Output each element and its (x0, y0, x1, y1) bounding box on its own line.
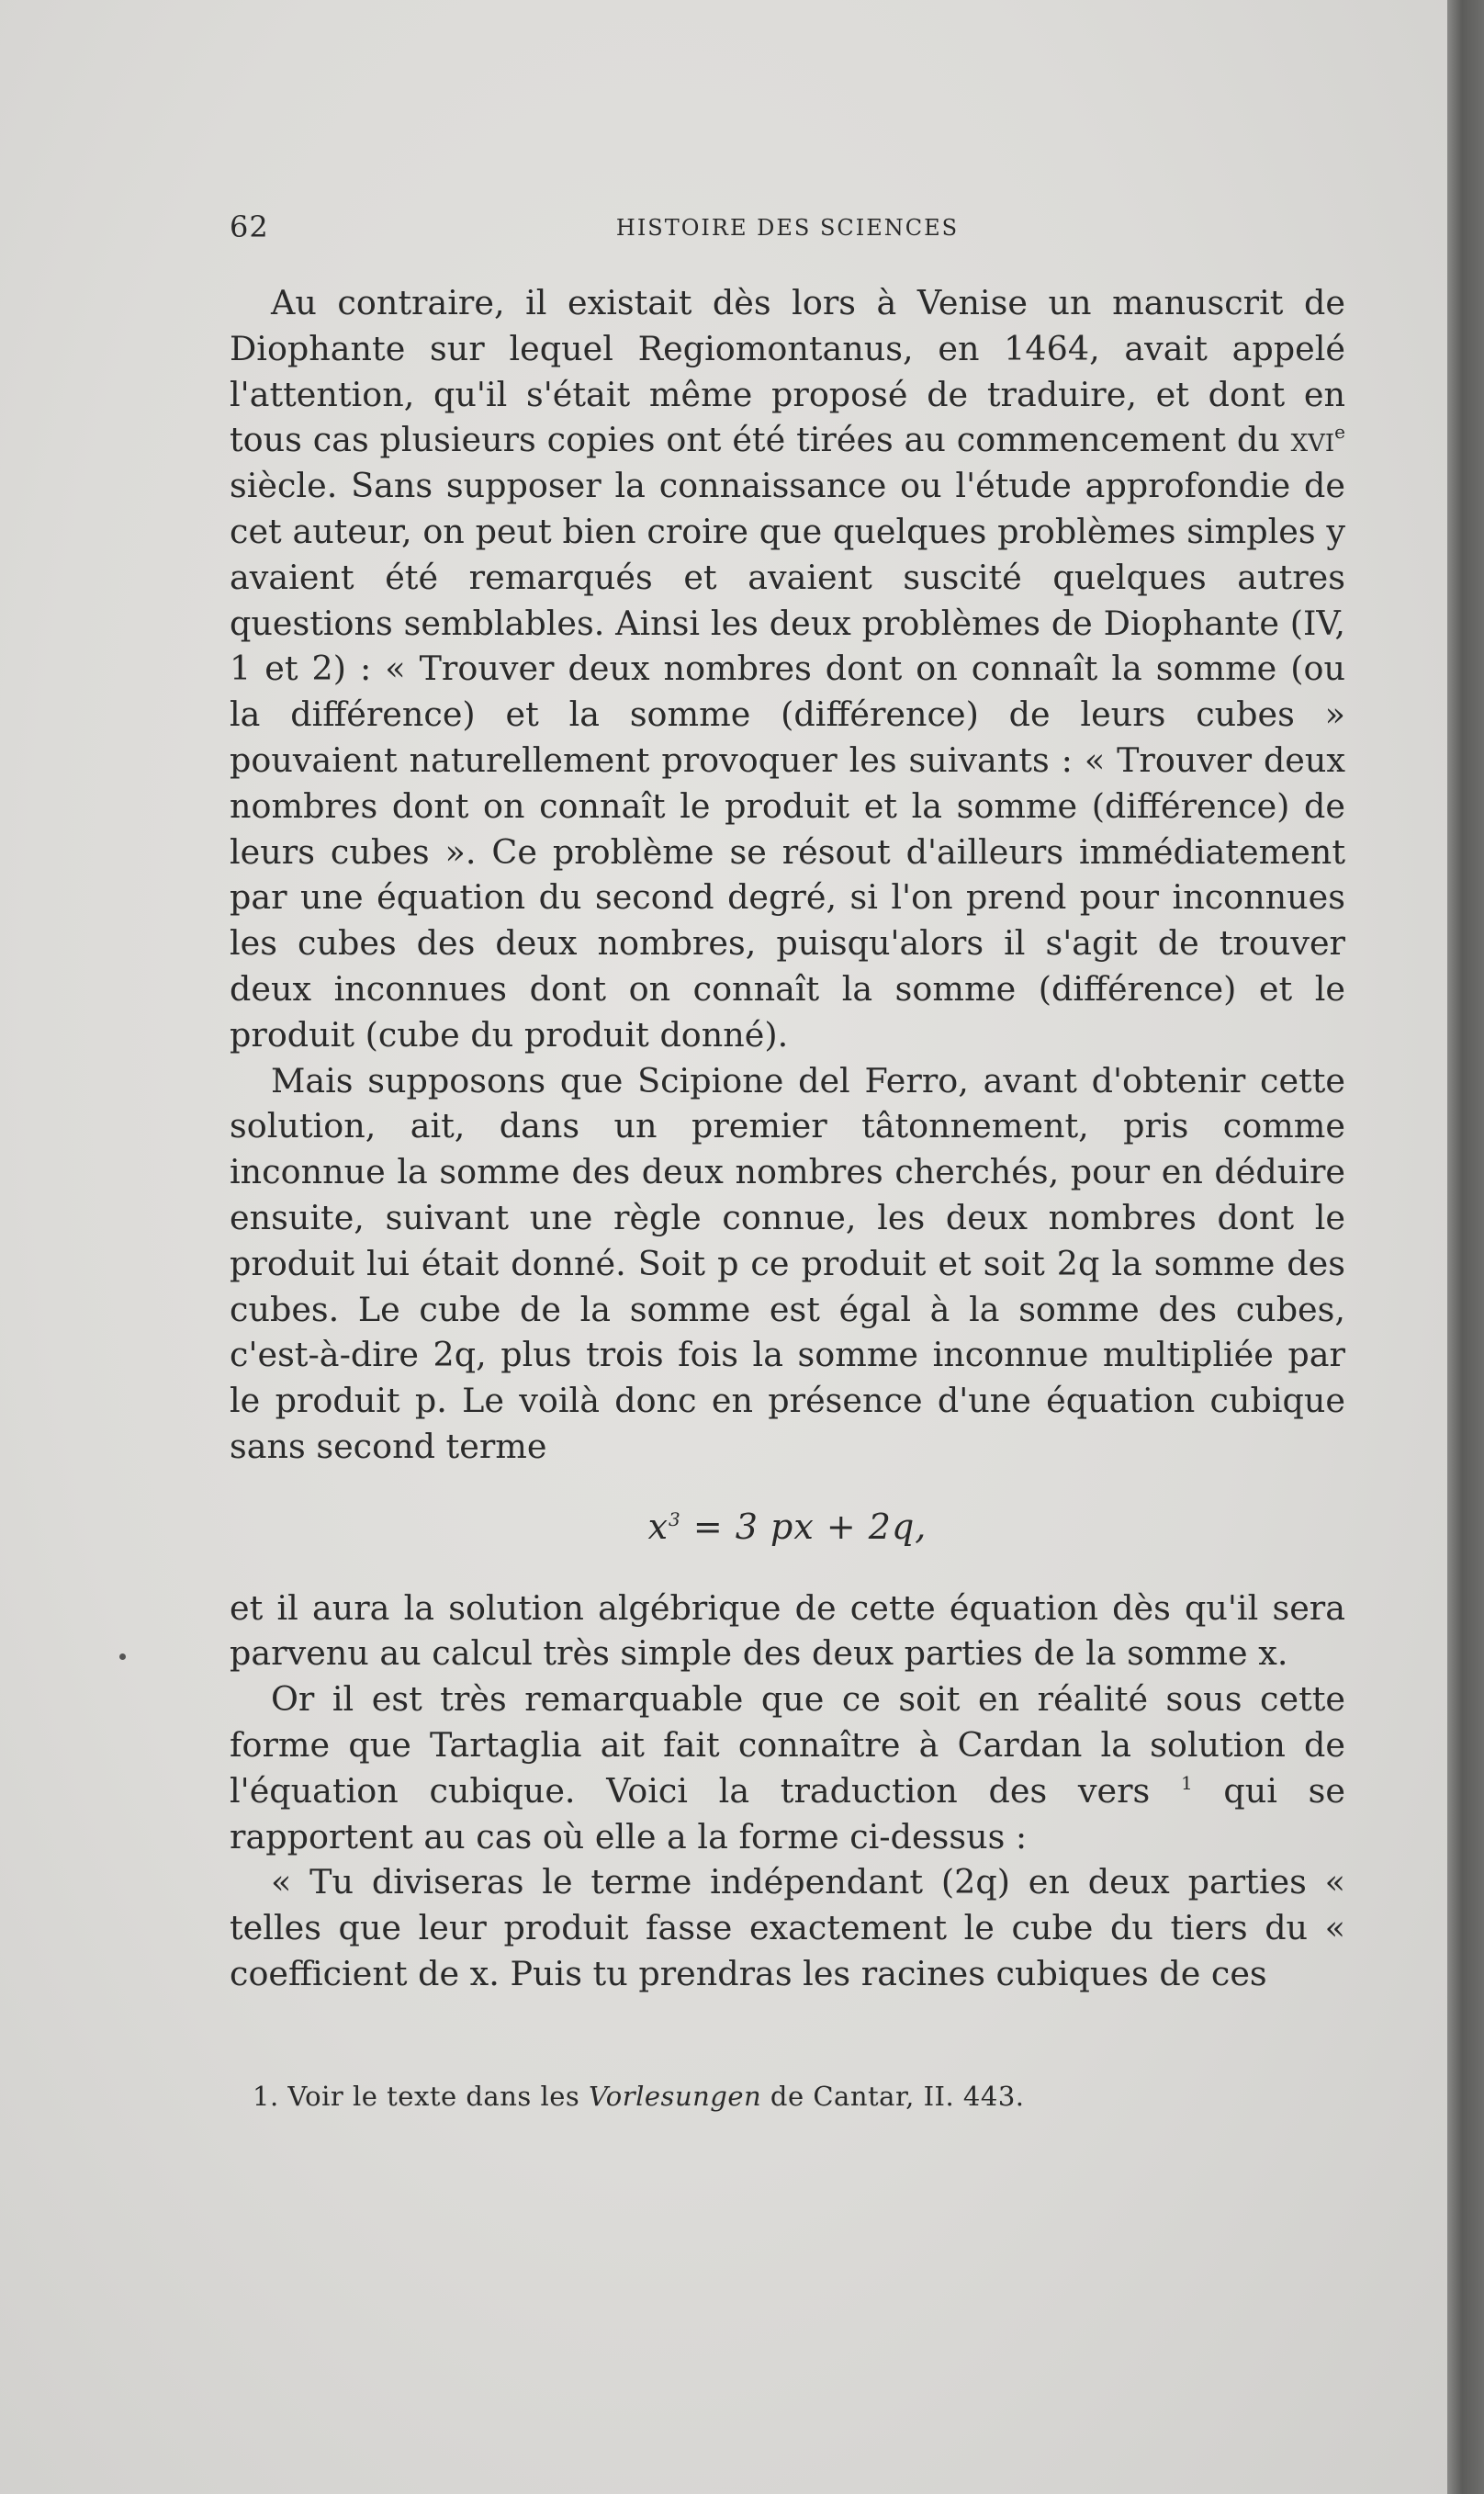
paper-speck (119, 1653, 126, 1660)
paragraph-3: et il aura la solution algébrique de cette équation dès qu'il sera parvenu au calcul très simple des deux parties de la somme x. (230, 1587, 1345, 1674)
footnote-reference: 1 (1181, 1771, 1193, 1794)
running-head: HISTOIRE DES SCIENCES (615, 215, 960, 241)
book-spine-edge (1447, 0, 1484, 2494)
equation-variable: x (647, 1506, 669, 1547)
equation-exponent: 3 (669, 1507, 681, 1530)
footnote-text-b: de Cantar, II. 443. (761, 2081, 1025, 2112)
paragraph-1-text-a: Au contraire, il existait dès lors à Venise un manuscrit de Diophante sur lequel Regiomontanus, en 1464, avait appelé l'attention, qu'il s'était même proposé de traduire, et dont en tous cas plusieurs copies ont été tirées au commencement du (230, 283, 1345, 460)
century-numeral: xvi (1290, 420, 1335, 460)
paragraph-1-text-b: siècle. Sans supposer la connaissance ou l'étude approfondie de cet auteur, on peut bien croire que quelques problèmes simples y avaient été remarqués et avaient suscité quelques autres questions semblables. Ainsi les deux problèmes de Diophante (IV, 1 et 2) : « Trouver deux nombres dont on connaît la somme (ou la différence) et la somme (différence) de leurs cubes » pouvaient naturellement provoquer les suivants : « Trouver deux nombres dont on connaît le produit et la somme (différence) de leurs cubes ». Ce problème se résout d'ailleurs immédiatement par une équation du second degré, si l'on prend pour inconnues les cubes des deux nombres, puisqu'alors il s'agit de trouver deux inconnues dont on connaît la somme (différence) et le produit (cube du produit donné). (230, 466, 1345, 1055)
cubic-equation (230, 1505, 1345, 1551)
equation-rhs: = 3 px + 2q, (680, 1506, 928, 1547)
page-header (230, 209, 1345, 246)
footnote (253, 2081, 1263, 2112)
paragraph-4-text-b: qui se rapportent au cas où elle a la forme ci-dessus : (230, 1770, 1345, 1856)
page-number: 62 (230, 209, 269, 244)
paragraph-1 (230, 280, 1345, 1058)
footnote-number: 1. (253, 2081, 279, 2112)
century-suffix: e (1334, 421, 1345, 444)
paragraph-2: Mais supposons que Scipione del Ferro, avant d'obtenir cette solution, ait, dans un premier tâtonnement, pris comme inconnue la somme des deux nombres cherchés, pour en déduire ensuite, suivant une règle connue, les deux nombres dont le produit lui était donné. Soit p ce produit et soit 2q la somme des cubes. Le cube de la somme est égal à la somme des cubes, c'est-à-dire 2q, plus trois fois la somme inconnue multipliée par le produit p. Le voilà donc en présence d'une équation cubique sans second terme (230, 1060, 1345, 1466)
footnote-title: Vorlesungen (589, 2081, 762, 2112)
footnote-text-a: Voir le texte dans les (278, 2081, 590, 2112)
paragraph-5-quote: « Tu diviseras le terme indépendant (2q) en deux parties « telles que leur produit fasse exactement le cube du tiers du « coefficient de x. Puis tu prendras les racines cubiques de ces (230, 1862, 1345, 1993)
paragraph-4 (230, 1676, 1345, 1859)
body-text (230, 280, 1345, 1997)
paragraph-4-text-a: Or il est très remarquable que ce soit en réalité sous cette forme que Tartaglia ait fait connaître à Cardan la solution de l'équation cubique. Voici la traduction des vers (230, 1679, 1345, 1811)
